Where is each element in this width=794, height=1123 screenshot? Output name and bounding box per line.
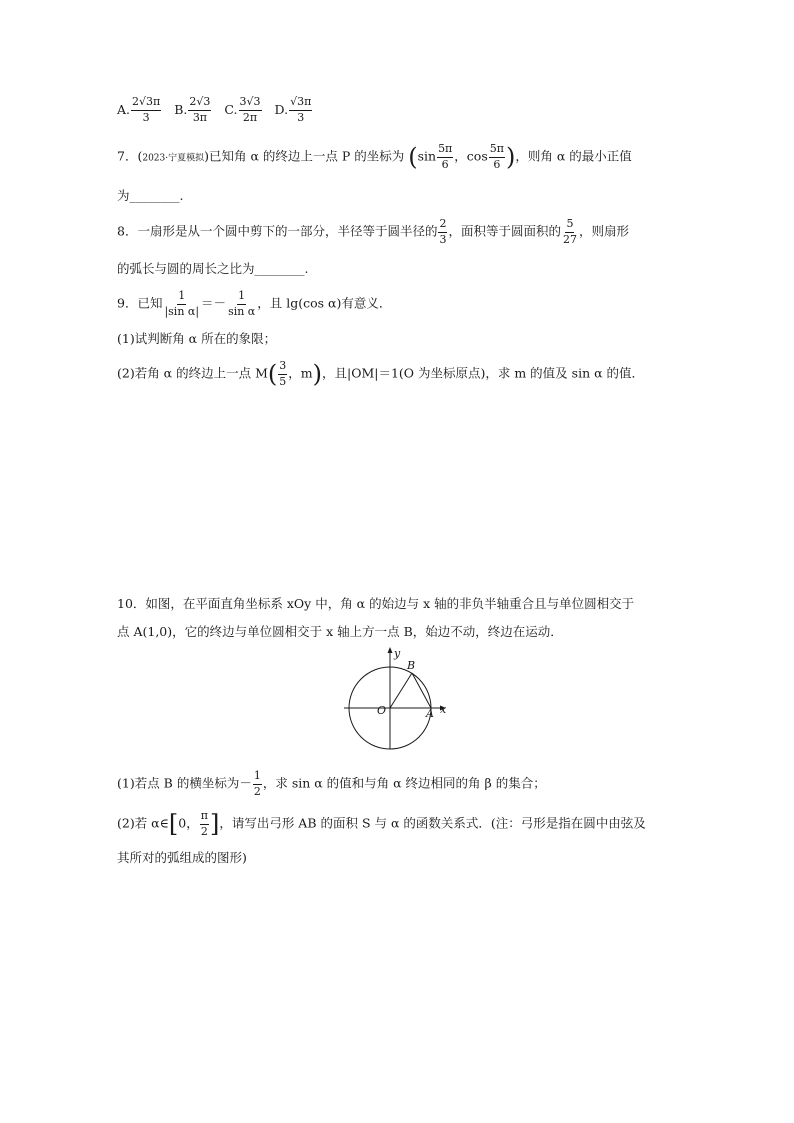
label-b: B: [407, 659, 416, 672]
label-a: A: [426, 707, 434, 720]
q7-source: 2023·宁夏模拟: [142, 153, 205, 164]
q7-line2: 为________.: [117, 188, 184, 203]
label-y: y: [394, 647, 401, 660]
chord-ab: [412, 673, 431, 708]
label-o: O: [377, 704, 387, 717]
q6-options: [117, 96, 321, 124]
q6-option-c: C. $\frac{3√3}{2\pi}$: [224, 95, 261, 124]
q9-part1: (1)试判断角 α 所在的象限；: [117, 331, 277, 346]
unit-circle-figure: [340, 645, 460, 755]
q10-part1: (1)若点 B 的横坐标为－ $\frac{1}{2}$ ，求 sin α 的值和与角 α 终边相同的角 β 的集合；: [117, 769, 546, 798]
q6-option-a: A. $\frac{2√3\pi}{3}$: [117, 95, 161, 124]
q10-line1: 10．如图，在平面直角坐标系 xOy 中，角 α 的始边与 x 轴的非负半轴重合且与单位圆相交于: [117, 596, 635, 611]
q9-part2: (2)若角 α 的终边上一点 M( $\frac{3}{5}$ ，m)，且|OM|＝1(O 为坐标原点)，求 m 的值及 sin α 的值．: [117, 359, 645, 389]
q7-line1: 7．(2023·宁夏模拟)已知角 α 的终边上一点 P 的坐标为 (sin $\frac{5\pi}{6}$ ，cos $\frac{5\pi}{6}$ )，则角 α 的最小正值: [117, 142, 632, 172]
radius-ob: [390, 673, 412, 708]
q10-part2: (2)若 α∈[0， $\frac{\pi}{2}$ ]，请写出弓形 AB 的面积 S 与 α 的函数关系式．(注：弓形是指在圆中由弦及: [117, 809, 646, 839]
q8-line2: 的弧长与圆的周长之比为________.: [117, 261, 309, 276]
q10-line2: 点 A(1,0)，它的终边与单位圆相交于 x 轴上方一点 B，始边不动，终边在运动．: [117, 624, 563, 639]
q8-line1: 8．一扇形是从一个圆中剪下的一部分，半径等于圆半径的 $\frac{2}{3}$ ，面积等于圆面积的 $\frac{5}{27}$ ，则扇形: [117, 217, 629, 246]
q6-option-d: D. $\frac{√3\pi}{3}$: [274, 95, 312, 124]
q9-line1: 9．已知 $\frac{1}{\text{|sin α|}}$ ＝－ $\frac{1}{\text{sin α}}$ ，且 lg(cos α)有意义．: [117, 289, 392, 318]
q6-option-b: B. $\frac{2√3}{3\pi}$: [174, 95, 211, 124]
label-x: x: [440, 703, 447, 716]
q10-part2-cont: 其所对的弧组成的图形): [117, 850, 247, 865]
